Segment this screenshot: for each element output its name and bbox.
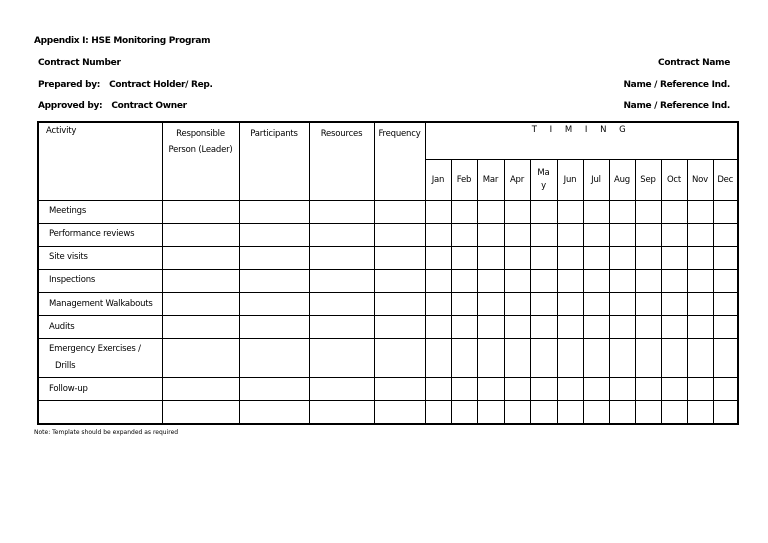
header-row (38, 122, 738, 159)
prepared-row (38, 80, 730, 90)
month-apr: Apr (504, 159, 530, 200)
month-may: Ma y (530, 159, 557, 200)
table-row (38, 378, 738, 401)
table-row (38, 200, 738, 223)
page-title: Appendix I: HSE Monitoring Program (34, 36, 211, 46)
month-mar: Mar (477, 159, 504, 200)
activity-site-visits: Site visits (38, 246, 162, 269)
prepared-by-name: Name / Reference Ind. (623, 80, 730, 90)
activity-emergency-exercises: Emergency Exercises / Drills (38, 339, 162, 378)
table-row (38, 316, 738, 339)
prepared-by (38, 80, 213, 90)
month-feb: Feb (451, 159, 477, 200)
table-row (38, 246, 738, 269)
activity-performance-reviews: Performance reviews (38, 223, 162, 246)
table-row (38, 223, 738, 246)
month-dec: Dec (713, 159, 738, 200)
month-sep: Sep (635, 159, 661, 200)
month-jul: Jul (583, 159, 609, 200)
contract-number-label: Contract Number (38, 58, 121, 68)
approved-by-name: Name / Reference Ind. (623, 101, 730, 111)
approved-by-value: Contract Owner (111, 101, 187, 111)
contract-name-label: Contract Name (658, 58, 730, 68)
monitoring-table (37, 121, 739, 425)
prepared-by-value: Contract Holder/ Rep. (109, 80, 213, 90)
approved-by-label: Approved by: (38, 101, 103, 111)
table-row (38, 292, 738, 315)
month-aug: Aug (609, 159, 635, 200)
prepared-by-label: Prepared by: (38, 80, 101, 90)
col-responsible: Responsible Person (Leader) (162, 122, 239, 200)
month-oct: Oct (661, 159, 687, 200)
activity-management-walkabouts: Management Walkabouts (38, 292, 162, 315)
month-jan: Jan (425, 159, 451, 200)
col-resources: Resources (309, 122, 374, 200)
col-activity: Activity (38, 122, 162, 200)
activity-inspections: Inspections (38, 269, 162, 292)
table-row (38, 339, 738, 378)
activity-audits: Audits (38, 316, 162, 339)
col-participants: Participants (239, 122, 309, 200)
col-frequency: Frequency (374, 122, 425, 200)
month-nov: Nov (687, 159, 713, 200)
approved-by (38, 101, 187, 111)
template-note: Note: Template should be expanded as required (34, 429, 179, 436)
activity-blank (38, 401, 162, 424)
activity-meetings: Meetings (38, 200, 162, 223)
month-jun: Jun (557, 159, 583, 200)
approved-row (38, 101, 730, 111)
table-row (38, 401, 738, 424)
activity-follow-up: Follow-up (38, 378, 162, 401)
table-row (38, 269, 738, 292)
contract-row (38, 58, 730, 68)
col-timing: T I M I N G (425, 122, 738, 159)
